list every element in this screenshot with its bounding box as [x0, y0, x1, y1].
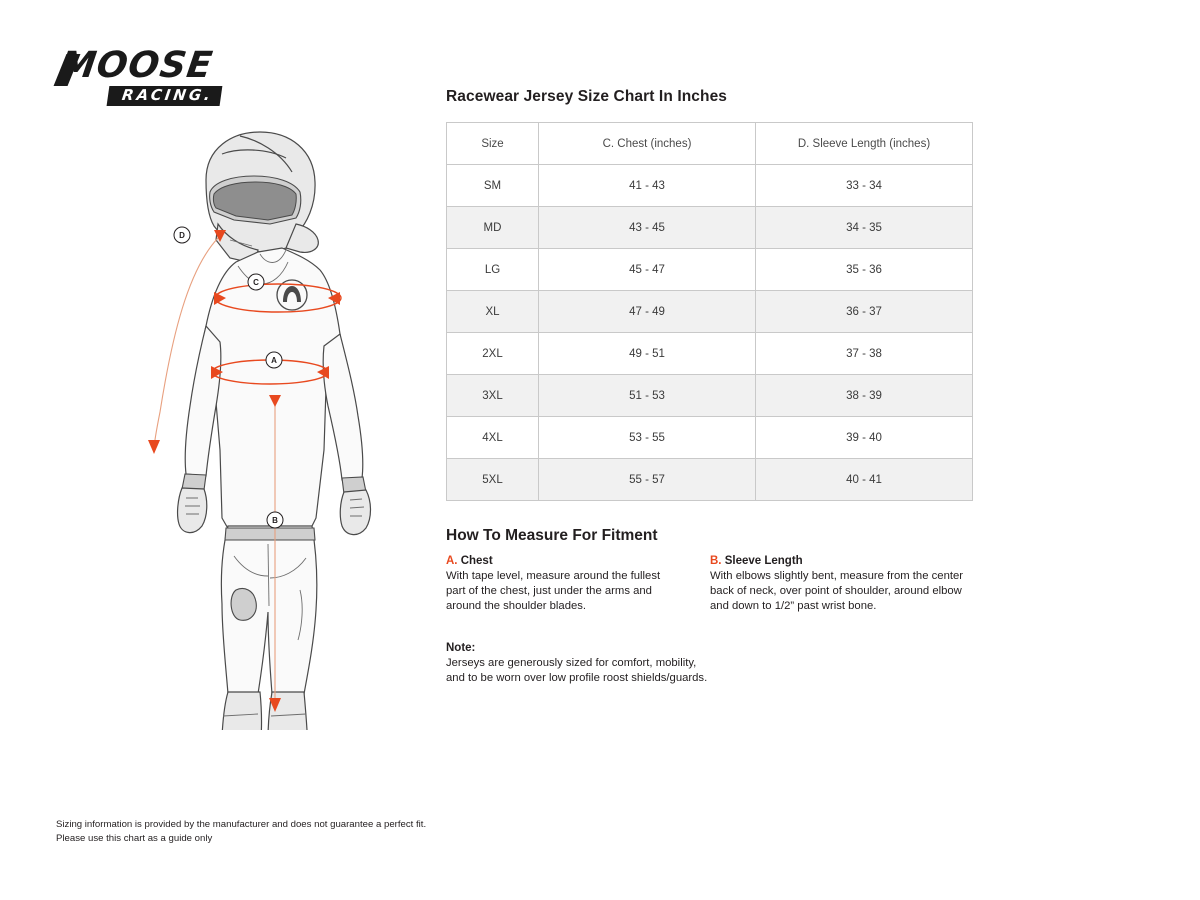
jersey-illustration [178, 248, 371, 535]
cell-sleeve: 39 - 40 [756, 417, 973, 459]
cell-size: 4XL [447, 417, 539, 459]
size-chart-table [446, 122, 973, 501]
table-row [447, 165, 973, 207]
note-block [446, 642, 710, 686]
measure-chest-body: With tape level, measure around the fullest part of the chest, just under the arms and around the shoulder blades. [446, 570, 661, 612]
measure-chest-key: A. [446, 555, 458, 567]
footer-line-2: Please use this chart as a guide only [56, 833, 213, 845]
page-title: Racewear Jersey Size Chart In Inches [446, 88, 728, 105]
cell-sleeve: 38 - 39 [756, 375, 973, 417]
size-chart-panel [446, 88, 974, 686]
measure-chest-block [446, 555, 710, 614]
table-row [447, 333, 973, 375]
table-header-row [447, 123, 973, 165]
cell-size: 3XL [447, 375, 539, 417]
how-to-measure-title: How To Measure For Fitment [446, 527, 658, 544]
cell-size: MD [447, 207, 539, 249]
cell-size: SM [447, 165, 539, 207]
svg-text:A: A [271, 356, 277, 365]
cell-chest: 43 - 45 [539, 207, 756, 249]
table-row [447, 375, 973, 417]
footer-disclaimer [56, 818, 426, 847]
cell-chest: 53 - 55 [539, 417, 756, 459]
cell-sleeve: 36 - 37 [756, 291, 973, 333]
pants-illustration [221, 526, 316, 694]
cell-sleeve: 37 - 38 [756, 333, 973, 375]
brand-logo [57, 45, 260, 108]
brand-subname: RACING. [107, 86, 223, 106]
cell-size: XL [447, 291, 539, 333]
measure-chest-label: Chest [460, 555, 493, 567]
cell-sleeve: 35 - 36 [756, 249, 973, 291]
column-header-size: Size [447, 123, 539, 165]
note-label: Note: [446, 641, 476, 654]
column-header-chest: C. Chest (inches) [539, 123, 756, 165]
table-row [447, 459, 973, 501]
measure-chest-heading [446, 555, 678, 567]
table-row [447, 249, 973, 291]
cell-size: LG [447, 249, 539, 291]
cell-sleeve: 34 - 35 [756, 207, 973, 249]
cell-chest: 47 - 49 [539, 291, 756, 333]
svg-text:B: B [272, 516, 278, 525]
table-row [447, 417, 973, 459]
cell-chest: 55 - 57 [539, 459, 756, 501]
note-body: Jerseys are generously sized for comfort, mobility, and to be worn over low profile roost shields/guards. [446, 656, 708, 684]
cell-sleeve: 33 - 34 [756, 165, 973, 207]
footer-line-1: Sizing information is provided by the manufacturer and does not guarantee a perfect fit. [56, 819, 427, 830]
table-row [447, 207, 973, 249]
cell-chest: 51 - 53 [539, 375, 756, 417]
rider-measurement-diagram [110, 120, 410, 730]
cell-sleeve: 40 - 41 [756, 459, 973, 501]
table-row [447, 291, 973, 333]
measure-sleeve-block [710, 555, 974, 614]
cell-size: 2XL [447, 333, 539, 375]
brand-name: MOOSE [57, 45, 216, 86]
measure-sleeve-heading [710, 555, 974, 567]
cell-chest: 41 - 43 [539, 165, 756, 207]
measure-sleeve-label: Sleeve Length [724, 555, 803, 567]
measure-sleeve-key: B. [710, 555, 722, 567]
boots-illustration [217, 692, 344, 730]
svg-text:D: D [179, 231, 185, 240]
how-to-measure-columns [446, 555, 974, 614]
measure-sleeve-body: With elbows slightly bent, measure from the center back of neck, over point of shoulder, around elbow and down to 1/2” past wrist bone. [710, 570, 964, 612]
svg-text:C: C [253, 278, 259, 287]
cell-chest: 45 - 47 [539, 249, 756, 291]
cell-chest: 49 - 51 [539, 333, 756, 375]
helmet-illustration [206, 132, 318, 264]
cell-size: 5XL [447, 459, 539, 501]
column-header-sleeve: D. Sleeve Length (inches) [756, 123, 973, 165]
